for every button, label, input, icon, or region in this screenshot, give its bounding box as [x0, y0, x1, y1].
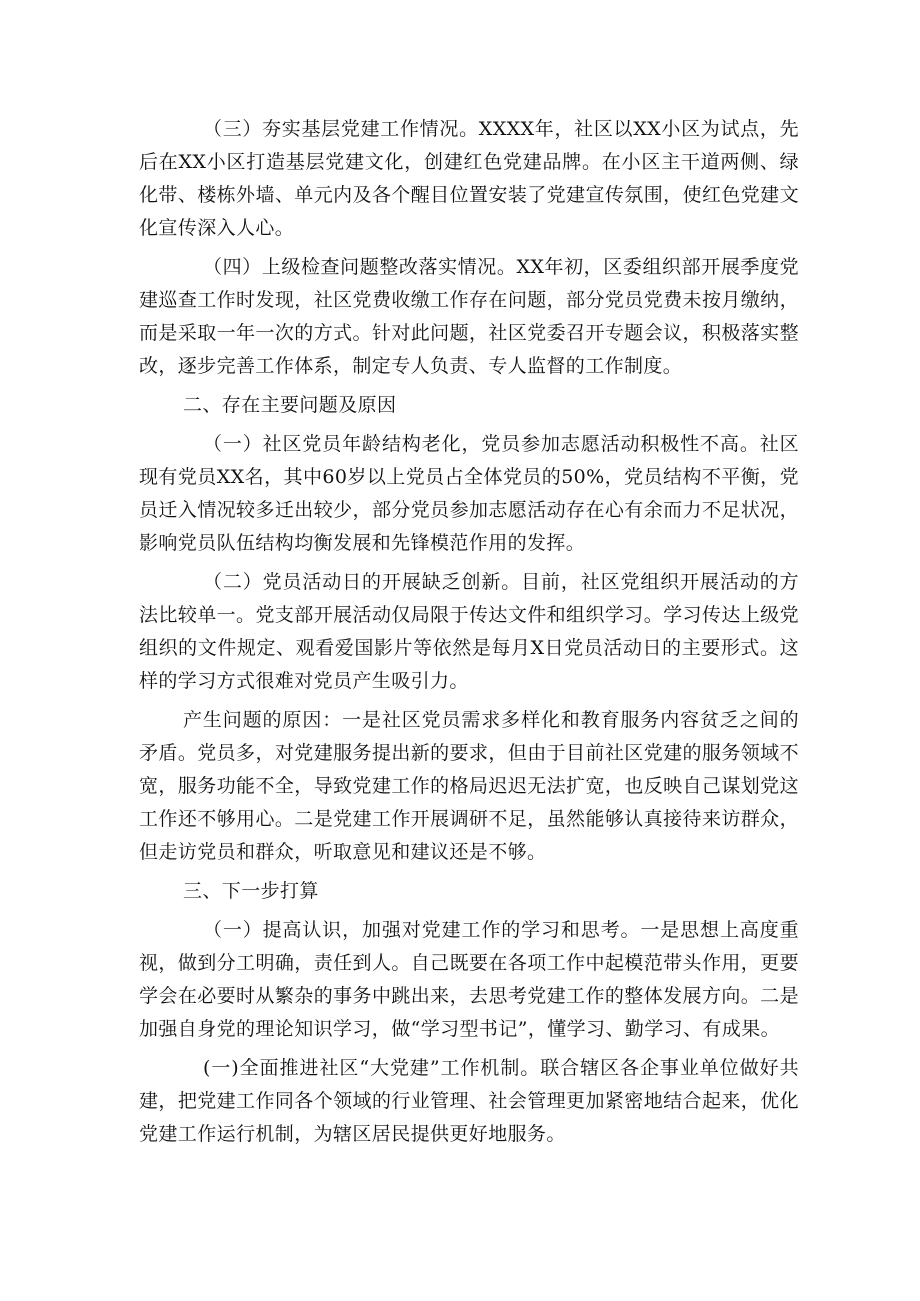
- paragraph-problem-causes: 产生问题的原因：一是社区党员需求多样化和教育服务内容贫乏之间的矛盾。党员多，对党建服务提出新的要求，但由于目前社区党建的服务领域不宽，服务功能不全，导致党建工作的格局迟迟无法扩宽，也反映自己谋划党这工作还不够用心。二是党建工作开展调研不足，虽然能够认真接待来访群众，但走访党员和群众，听取意见和建议还是不够。: [139, 709, 799, 863]
- paragraph-section-4: （四）上级检查问题整改落实情况。XX年初，区委组织部开展季度党建巡查工作时发现，社区党费收缴工作存在问题，部分党员党费未按月缴纳，而是采取一年一次的方式。针对此问题，社区党委召开专题会议，积极落实整改，逐步完善工作体系，制定专人负责、专人监督的工作制度。: [139, 256, 799, 377]
- heading-next-steps: 三、下一步打算: [183, 880, 319, 902]
- paragraph-next-step-2: (一)全面推进社区“大党建”工作机制。联合辖区各企事业单位做好共建，把党建工作同各个领域的行业管理、社会管理更加紧密地结合起来，优化党建工作运行机制，为辖区居民提供更好地服务。: [139, 1057, 799, 1145]
- paragraph-problem-2: （二）党员活动日的开展缺乏创新。目前，社区党组织开展活动的方法比较单一。党支部开展活动仅局限于传达文件和组织学习。学习传达上级党组织的文件规定、观看爱国影片等依然是每月X日党员活动日的主要形式。这样的学习方式很难对党员产生吸引力。: [139, 571, 799, 692]
- paragraph-next-step-1: （一）提高认识，加强对党建工作的学习和思考。一是思想上高度重视，做到分工明确，责任到人。自己既要在各项工作中起模范带头作用，更要学会在必要时从繁杂的事务中跳出来，去思考党建工作的整体发展方向。二是加强自身党的理论知识学习，做“学习型书记”，懂学习、勤学习、有成果。: [139, 919, 799, 1040]
- heading-main-problems: 二、存在主要问题及原因: [183, 394, 397, 416]
- paragraph-section-3: （三）夯实基层党建工作情况。XXXX年，社区以XX小区为试点，先后在XX小区打造基层党建文化，创建红色党建品牌。在小区主干道两侧、绿化带、楼栋外墙、单元内及各个醒目位置安装了党建宣传氛围，使红色党建文化宣传深入人心。: [139, 118, 799, 239]
- document-body: [139, 113, 799, 1151]
- paragraph-problem-1: （一）社区党员年龄结构老化，党员参加志愿活动积极性不高。社区现有党员XX名，其中60岁以上党员占全体党员的50%，党员结构不平衡，党员迁入情况较多迁出较少，部分党员参加志愿活动存在心有余而力不足状况，影响党员队伍结构均衡发展和先锋模范作用的发挥。: [139, 433, 799, 554]
